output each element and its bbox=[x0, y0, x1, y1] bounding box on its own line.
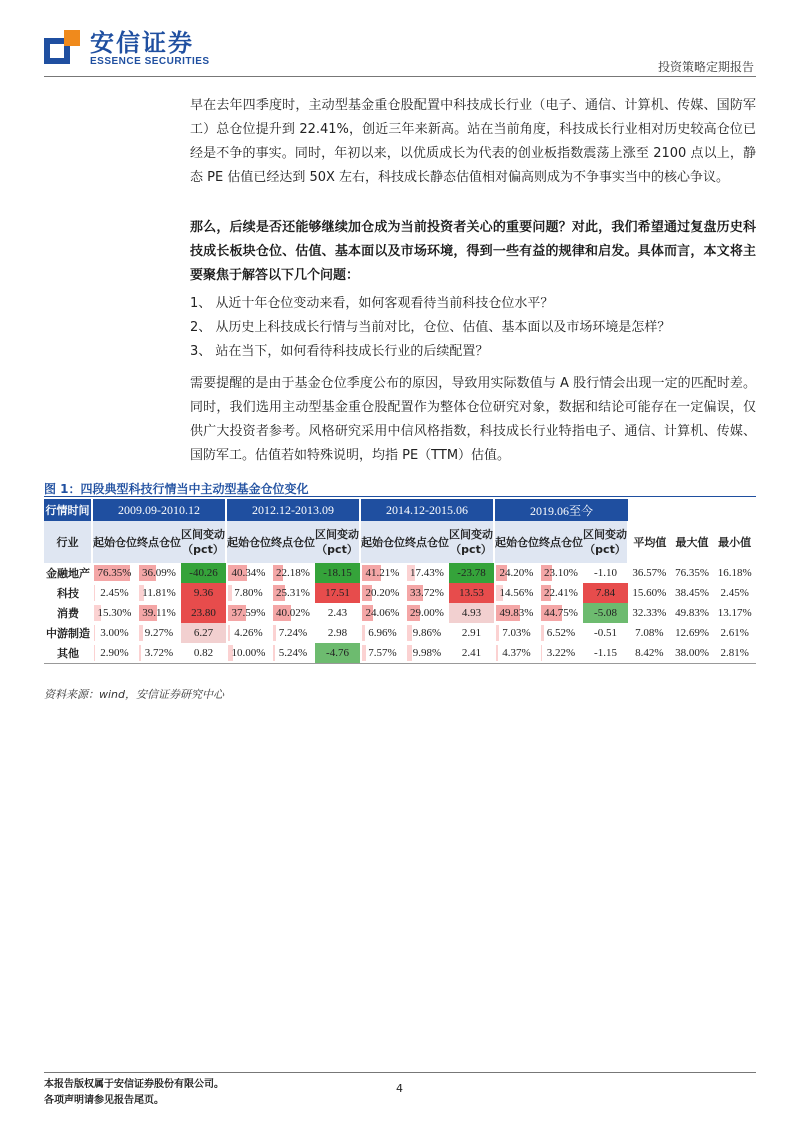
cell-value: 6.96% bbox=[368, 627, 397, 639]
cell-value: 39.11% bbox=[142, 607, 176, 619]
table-row bbox=[44, 583, 756, 603]
start-position-cell bbox=[494, 563, 539, 583]
paragraph-3-text: 需要提醒的是由于基金仓位季度公布的原因，导致用实际数值与 A 股行情会出现一定的匹配时差。同时，我们选用主动型基金重仓股配置作为整体仓位研究对象，数据和结论可能存在一定偏误，仅供广大投资者参考。风格研究采用中信风格指数，科技成长行业特指电子、通信、计算机、传媒、国防军工。估值若如特殊说明，均指 PE（TTM）估值。 bbox=[190, 376, 756, 463]
cell-value: 4.26% bbox=[234, 627, 263, 639]
period-header: 2009.09-2010.12 bbox=[92, 499, 226, 521]
cell-value: 3.72% bbox=[144, 646, 174, 659]
end-position-cell bbox=[271, 603, 315, 623]
cell-value: 11.81% bbox=[142, 587, 176, 599]
column-header: 终点仓位 bbox=[271, 521, 315, 563]
position-change-table bbox=[44, 499, 756, 664]
table-row bbox=[44, 563, 756, 583]
cell-value: 4.37% bbox=[502, 646, 531, 659]
paragraph-2 bbox=[190, 216, 756, 288]
column-header: 起始仓位 bbox=[92, 521, 137, 563]
end-position-cell bbox=[405, 623, 449, 643]
summary-avg-cell: 8.42% bbox=[628, 643, 671, 663]
cell-value: 0.82 bbox=[193, 646, 214, 659]
start-position-cell bbox=[226, 643, 271, 663]
start-position-cell bbox=[360, 563, 405, 583]
change-cell bbox=[315, 583, 360, 603]
summary-avg-cell: 7.08% bbox=[635, 627, 664, 639]
cell-value: 24.06% bbox=[365, 607, 400, 619]
cell-value: 9.86% bbox=[412, 627, 442, 639]
start-position-cell bbox=[226, 563, 271, 583]
cell-value: 7.80% bbox=[234, 587, 263, 599]
cell-value: 37.59% bbox=[231, 607, 266, 619]
position-bar bbox=[362, 625, 365, 641]
cell-value: 49.83% bbox=[499, 607, 534, 619]
start-position-cell bbox=[92, 583, 137, 603]
cell-value: -1.10 bbox=[594, 567, 617, 579]
end-position-cell bbox=[539, 563, 583, 583]
cell-value: 9.27% bbox=[144, 627, 174, 639]
end-position-cell bbox=[137, 603, 181, 623]
summary-max-cell: 76.35% bbox=[675, 567, 709, 579]
position-bar bbox=[496, 625, 499, 641]
figure-source: 资料来源：wind，安信证券研究中心 bbox=[44, 688, 225, 701]
end-position-cell bbox=[539, 603, 583, 623]
summary-header: 最小值 bbox=[713, 521, 756, 563]
logo-mark-icon bbox=[44, 30, 82, 68]
position-bar bbox=[94, 625, 95, 641]
change-cell bbox=[449, 563, 494, 583]
summary-min-cell: 13.17% bbox=[717, 607, 752, 619]
cell-value: 2.41 bbox=[461, 646, 482, 659]
table-row bbox=[44, 603, 756, 623]
end-position-cell bbox=[539, 643, 583, 663]
position-bar bbox=[273, 625, 276, 641]
position-bar bbox=[94, 585, 95, 601]
paragraph-1-text: 早在去年四季度时，主动型基金重仓股配置中科技成长行业（电子、通信、计算机、传媒、国防军工）总仓位提升到 22.41%，创近三年来新高。站在当前角度，科技成长行业相对历史较高仓位已经是不争的事实。同时，年初以来，以优质成长为代表的创业板指数震荡上涨至 2100 点以上，静态 PE 估值已经达到 50X 左右，科技成长静态估值相对偏高则成为不争事实当中的核心争议。 bbox=[190, 98, 756, 185]
change-cell bbox=[181, 623, 226, 643]
change-cell bbox=[583, 603, 628, 623]
cell-value: 17.51 bbox=[325, 587, 350, 599]
column-header: 区间变动 （pct） bbox=[583, 521, 628, 563]
start-position-cell bbox=[494, 603, 539, 623]
cell-value: 2.91 bbox=[461, 627, 482, 639]
change-cell bbox=[449, 623, 494, 643]
cell-value: 20.20% bbox=[365, 587, 400, 599]
start-position-cell bbox=[494, 623, 539, 643]
cell-value: 2.90% bbox=[100, 646, 129, 659]
end-position-cell bbox=[405, 643, 449, 663]
cell-value: 3.22% bbox=[546, 646, 576, 659]
cell-value: 2.45% bbox=[100, 587, 129, 599]
cell-value: 9.36 bbox=[193, 587, 214, 599]
position-bar bbox=[139, 625, 143, 641]
start-position-cell bbox=[360, 623, 405, 643]
paragraph-2-text: 那么，后续是否还能够继续加仓成为当前投资者关心的重要问题？对此，我们希望通过复盘历史科技成长板块仓位、估值、基本面以及市场环境，得到一些有益的规律和启发。具体而言，本文将主要聚焦于解答以下几个问题： bbox=[190, 220, 756, 283]
cell-value: -5.08 bbox=[594, 607, 617, 619]
cell-value: 3.00% bbox=[100, 627, 129, 639]
end-position-cell bbox=[405, 583, 449, 603]
logo-name-cn: 安信证券 bbox=[90, 29, 194, 57]
logo-name-en: ESSENCE SECURITIES bbox=[90, 56, 210, 67]
figure-top-rule bbox=[44, 496, 756, 497]
logo bbox=[44, 30, 210, 68]
summary-avg-cell: 32.33% bbox=[632, 607, 667, 619]
start-position-cell bbox=[226, 623, 271, 643]
summary-max-cell: 49.83% bbox=[675, 607, 709, 619]
cell-value: 23.80 bbox=[191, 607, 216, 619]
change-cell bbox=[181, 643, 226, 663]
change-cell bbox=[583, 643, 628, 663]
cell-value: 9.98% bbox=[412, 646, 442, 659]
cell-value: 24.20% bbox=[499, 567, 534, 579]
summary-max-cell: 38.45% bbox=[675, 587, 709, 599]
change-cell bbox=[315, 643, 360, 663]
start-position-cell bbox=[92, 623, 137, 643]
summary-max-cell: 38.00% bbox=[671, 643, 714, 663]
start-position-cell bbox=[92, 563, 137, 583]
change-cell bbox=[315, 563, 360, 583]
position-bar bbox=[228, 585, 232, 601]
change-cell bbox=[583, 623, 628, 643]
column-header: 区间变动 （pct） bbox=[181, 521, 226, 563]
period-header: 2019.06至今 bbox=[494, 499, 628, 521]
summary-max-cell: 12.69% bbox=[675, 627, 709, 639]
table-row bbox=[44, 643, 756, 663]
paragraph-1 bbox=[190, 94, 756, 190]
column-header: 起始仓位 bbox=[360, 521, 405, 563]
cell-value: 7.24% bbox=[278, 627, 308, 639]
cell-value: 22.41% bbox=[544, 587, 578, 599]
start-position-cell bbox=[226, 603, 271, 623]
start-position-cell bbox=[360, 603, 405, 623]
change-cell bbox=[315, 603, 360, 623]
cell-value: 76.35% bbox=[97, 567, 132, 579]
column-header: 终点仓位 bbox=[539, 521, 583, 563]
corner-header: 行情时间 bbox=[44, 499, 92, 521]
cell-value: 6.27 bbox=[193, 627, 214, 639]
cell-value: 40.34% bbox=[231, 567, 266, 579]
end-position-cell bbox=[405, 603, 449, 623]
cell-value: -0.51 bbox=[594, 627, 617, 639]
cell-value: 6.52% bbox=[546, 627, 576, 639]
list-item: 2、 从历史上科技成长行情与当前对比，仓位、估值、基本面以及市场环境是怎样？ bbox=[190, 320, 671, 335]
start-position-cell bbox=[226, 583, 271, 603]
cell-value: 36.09% bbox=[142, 567, 176, 579]
industry-header: 行业 bbox=[44, 521, 92, 563]
list-item: 1、 从近十年仓位变动来看，如何客观看待当前科技仓位水平？ bbox=[190, 296, 554, 311]
summary-header: 最大值 bbox=[671, 521, 714, 563]
cell-value: 2.43 bbox=[327, 607, 348, 619]
summary-min-cell: 16.18% bbox=[717, 567, 752, 579]
change-cell bbox=[449, 583, 494, 603]
list-item: 3、 站在当下，如何看待科技成长行业的后续配置？ bbox=[190, 344, 489, 359]
column-header: 终点仓位 bbox=[137, 521, 181, 563]
position-bar bbox=[362, 645, 366, 661]
cell-value: 33.72% bbox=[410, 587, 444, 599]
cell-value: -40.26 bbox=[189, 567, 218, 579]
change-cell bbox=[315, 623, 360, 643]
summary-min-cell: 2.61% bbox=[720, 627, 749, 639]
cell-value: 41.21% bbox=[365, 567, 400, 579]
cell-value: 15.30% bbox=[97, 607, 132, 619]
industry-cell: 中游制造 bbox=[46, 627, 90, 640]
column-header: 区间变动 （pct） bbox=[315, 521, 360, 563]
position-bar bbox=[496, 645, 498, 661]
end-position-cell bbox=[137, 583, 181, 603]
page-number: 4 bbox=[396, 1082, 403, 1095]
industry-cell: 其他 bbox=[44, 643, 92, 663]
cell-value: -1.15 bbox=[594, 646, 617, 659]
position-bar bbox=[541, 625, 544, 641]
change-cell bbox=[181, 583, 226, 603]
start-position-cell bbox=[92, 603, 137, 623]
end-position-cell bbox=[405, 563, 449, 583]
footer-statement-note: 各项声明请参见报告尾页。 bbox=[44, 1095, 164, 1106]
cell-value: 29.00% bbox=[410, 607, 444, 619]
cell-value: 25.31% bbox=[276, 587, 310, 599]
position-bar bbox=[139, 645, 141, 661]
cell-value: 10.00% bbox=[231, 646, 266, 659]
cell-value: 23.10% bbox=[544, 567, 578, 579]
change-cell bbox=[449, 603, 494, 623]
position-bar bbox=[273, 645, 275, 661]
column-header: 起始仓位 bbox=[494, 521, 539, 563]
start-position-cell bbox=[494, 643, 539, 663]
header-divider bbox=[44, 76, 756, 77]
start-position-cell bbox=[360, 643, 405, 663]
paragraph-3 bbox=[190, 372, 756, 468]
footer-divider bbox=[44, 1072, 756, 1073]
column-header: 起始仓位 bbox=[226, 521, 271, 563]
cell-value: 40.02% bbox=[276, 607, 310, 619]
cell-value: 7.03% bbox=[502, 627, 531, 639]
cell-value: 17.43% bbox=[410, 567, 444, 579]
cell-value: -18.15 bbox=[323, 567, 352, 579]
position-bar bbox=[94, 645, 95, 661]
industry-cell: 科技 bbox=[57, 587, 79, 600]
position-bar bbox=[228, 625, 230, 641]
column-header: 区间变动 （pct） bbox=[449, 521, 494, 563]
change-cell bbox=[181, 563, 226, 583]
change-cell bbox=[583, 563, 628, 583]
end-position-cell bbox=[539, 623, 583, 643]
end-position-cell bbox=[539, 583, 583, 603]
footer-disclaimer bbox=[44, 1077, 224, 1109]
cell-value: 5.24% bbox=[278, 646, 308, 659]
start-position-cell bbox=[360, 583, 405, 603]
change-cell bbox=[449, 643, 494, 663]
summary-avg-cell: 36.57% bbox=[632, 567, 667, 579]
position-bar bbox=[407, 625, 412, 641]
cell-value: 2.98 bbox=[327, 627, 348, 639]
cell-value: 22.18% bbox=[276, 567, 310, 579]
period-header: 2012.12-2013.09 bbox=[226, 499, 360, 521]
summary-min-cell: 2.45% bbox=[720, 587, 749, 599]
summary-min-cell: 2.81% bbox=[713, 643, 756, 663]
change-cell bbox=[583, 583, 628, 603]
summary-avg-cell: 15.60% bbox=[632, 587, 667, 599]
question-list bbox=[190, 292, 756, 364]
start-position-cell bbox=[494, 583, 539, 603]
end-position-cell bbox=[271, 563, 315, 583]
cell-value: 13.53 bbox=[459, 587, 484, 599]
end-position-cell bbox=[271, 623, 315, 643]
report-type: 投资策略定期报告 bbox=[657, 60, 754, 74]
position-bar bbox=[541, 645, 542, 661]
change-cell bbox=[181, 603, 226, 623]
end-position-cell bbox=[137, 643, 181, 663]
cell-value: -4.76 bbox=[326, 646, 349, 659]
period-header: 2014.12-2015.06 bbox=[360, 499, 494, 521]
end-position-cell bbox=[271, 583, 315, 603]
figure-title: 图 1：四段典型科技行情当中主动型基金仓位变化 bbox=[44, 482, 309, 496]
start-position-cell bbox=[92, 643, 137, 663]
summary-header: 平均值 bbox=[628, 521, 671, 563]
column-header: 终点仓位 bbox=[405, 521, 449, 563]
table-row bbox=[44, 623, 756, 643]
position-bar bbox=[407, 645, 412, 661]
end-position-cell bbox=[137, 563, 181, 583]
industry-cell: 金融地产 bbox=[46, 567, 90, 580]
cell-value: 44.75% bbox=[544, 607, 578, 619]
cell-value: 7.84 bbox=[595, 587, 616, 599]
cell-value: 4.93 bbox=[461, 607, 482, 619]
cell-value: 7.57% bbox=[368, 646, 397, 659]
footer-copyright: 本报告版权属于安信证券股份有限公司。 bbox=[44, 1079, 224, 1090]
end-position-cell bbox=[271, 643, 315, 663]
cell-value: -23.78 bbox=[457, 567, 486, 579]
cell-value: 14.56% bbox=[499, 587, 534, 599]
end-position-cell bbox=[137, 623, 181, 643]
industry-cell: 消费 bbox=[57, 607, 79, 620]
